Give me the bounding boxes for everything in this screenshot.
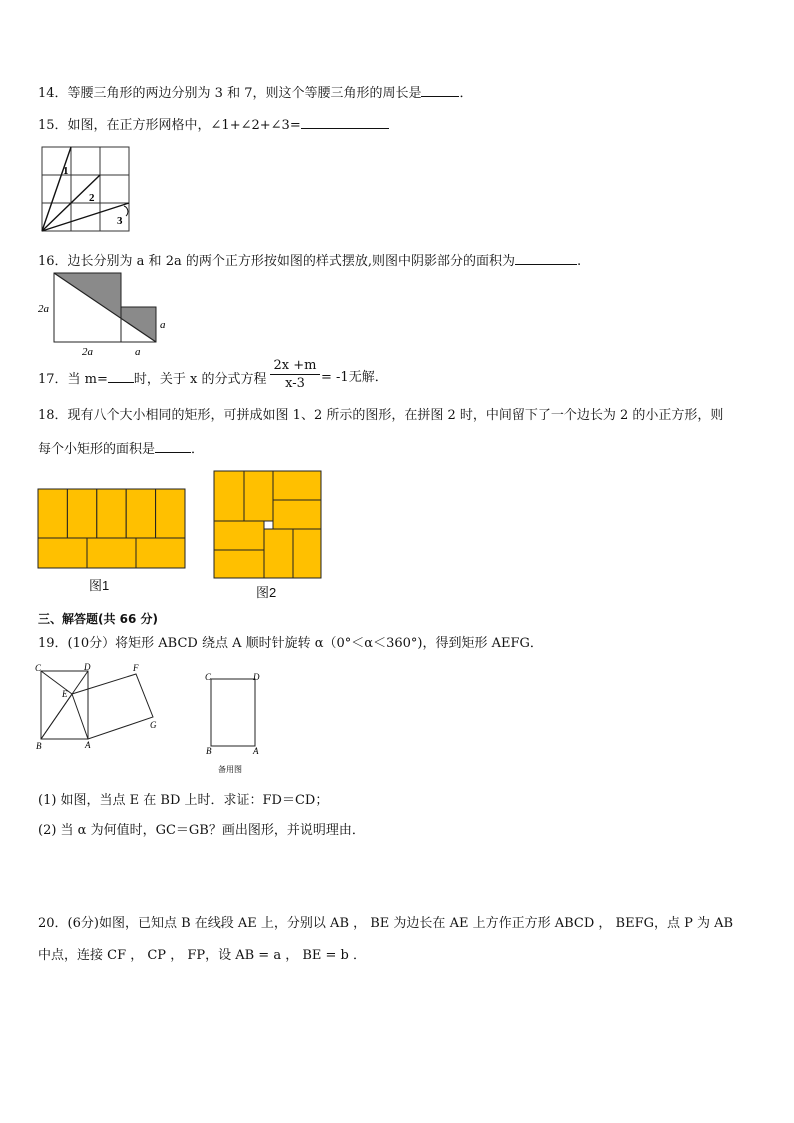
q17-numerator: 2x +m xyxy=(270,358,320,375)
q19-spare-caption: 备用图 xyxy=(218,765,242,774)
q16-answer-blank[interactable] xyxy=(515,252,577,265)
q14-text: 14．等腰三角形的两边分别为 3 和 7，则这个等腰三角形的周长是 xyxy=(38,86,422,101)
q19-label-f: F xyxy=(133,663,139,673)
question-14 xyxy=(38,84,473,102)
q17-suffix: = -1无解． xyxy=(321,370,388,385)
q19-label-d: D xyxy=(84,662,91,672)
q18-fig1-caption: 图1 xyxy=(89,578,110,593)
q15-ray-1 xyxy=(42,147,71,231)
q18-fig2-caption: 图2 xyxy=(256,585,277,600)
q15-angle-label-2: 2 xyxy=(89,192,95,204)
q20-line-2: 中点，连接 CF ， CP ， FP，设 AB = a ， BE = b ． xyxy=(38,948,366,963)
q17-denominator: x-3 xyxy=(285,376,305,391)
q15-angle-label-3: 3 xyxy=(117,215,123,227)
q19-spare-label-d: D xyxy=(253,672,260,682)
q15-answer-blank[interactable] xyxy=(301,116,389,129)
q19-spare-figure xyxy=(200,668,270,776)
q17-prefix: 17．当 m= xyxy=(38,372,108,387)
q16-text: 16．边长分别为 a 和 2a 的两个正方形按如图的样式摆放,则图中阴影部分的面积为 xyxy=(38,254,515,269)
q15-ray-3 xyxy=(42,203,129,231)
q16-label-right: a xyxy=(160,319,166,331)
q17-answer-blank[interactable] xyxy=(108,370,134,383)
question-16 xyxy=(38,252,581,270)
q19-label-b: B xyxy=(36,741,42,751)
q14-answer-blank[interactable] xyxy=(421,84,459,97)
q16-tail: . xyxy=(576,254,582,269)
q18-line-1: 18．现有八个大小相同的矩形，可拼成如图 1、2 所示的图形，在拼图 2 时，中间留下了一个边长为 2 的小正方形，则 xyxy=(38,408,724,423)
q16-label-bottom-big: 2a xyxy=(82,346,93,358)
q18-figure-2 xyxy=(213,470,323,580)
question-15 xyxy=(38,116,389,134)
q18-small-square-gap xyxy=(264,521,273,529)
q19-spare-label-b: B xyxy=(206,746,212,756)
section-3-title: 三、解答题(共 66 分) xyxy=(38,612,159,626)
q19-text: 19．(10分）将矩形 ABCD 绕点 A 顺时针旋转 α（0°＜α＜360°)，得到矩形 AEFG． xyxy=(38,636,543,651)
q18-line-2: 每个小矩形的面积是 xyxy=(38,442,156,457)
q19-part-2: (2) 当 α 为何值时，GC＝GB？画出图形，并说明理由． xyxy=(38,823,365,838)
q14-tail: ． xyxy=(459,86,473,101)
q18-line-2-wrap xyxy=(38,440,204,458)
q15-angle-arc-3 xyxy=(124,206,128,216)
q18-figure-1 xyxy=(37,488,187,570)
q20-line-1: 20．(6分)如图，已知点 B 在线段 AE 上，分别以 AB ， BE 为边长在 AE 上方作正方形 ABCD ， BEFG，点 P 为 AB xyxy=(38,916,734,931)
q18-answer-blank[interactable] xyxy=(155,440,191,453)
q17-middle: 时，关于 x 的分式方程 xyxy=(133,372,267,387)
question-17 xyxy=(38,370,267,388)
q19-spare-label-a: A xyxy=(253,746,259,756)
q19-spare-label-c: C xyxy=(205,672,212,682)
q18-tail: ． xyxy=(191,442,205,457)
q19-label-a: A xyxy=(85,740,91,750)
q19-label-g: G xyxy=(150,720,157,730)
q19-part-1: (1) 如图，当点 E 在 BD 上时．求证：FD＝CD； xyxy=(38,793,329,808)
q15-angle-label-1: 1 xyxy=(63,165,69,177)
q16-label-bottom-small: a xyxy=(135,346,141,358)
q15-text: 15．如图，在正方形网格中，∠1+∠2+∠3= xyxy=(38,118,301,133)
q15-grid-figure xyxy=(40,146,132,234)
q16-label-left: 2a xyxy=(38,303,49,315)
q16-squares-figure xyxy=(36,270,176,360)
q17-fraction xyxy=(270,358,320,391)
q19-main-figure xyxy=(34,660,166,752)
q19-label-e: E xyxy=(62,689,68,699)
q19-label-c: C xyxy=(35,663,42,673)
